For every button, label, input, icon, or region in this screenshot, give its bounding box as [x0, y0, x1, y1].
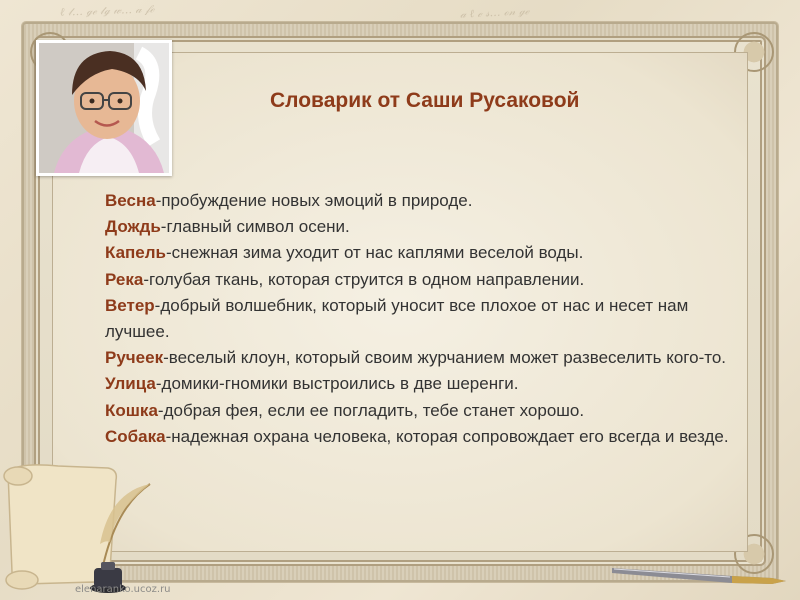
entry-term: Ручеек: [105, 348, 164, 368]
background-script: 𝒶 ℓ ℯ 𝓈… ℴ𝓃 ℊℯ: [459, 4, 530, 21]
entry-definition: -веселый клоун, который своим журчанием может развеселить кого-то.: [163, 348, 727, 368]
glossary-entry: [105, 424, 745, 450]
entry-definition: -снежная зима уходит от нас каплями веселой воды.: [166, 243, 584, 263]
portrait-photo: [36, 40, 172, 176]
glossary-entry: [105, 398, 745, 424]
entry-definition: -пробуждение новых эмоций в природе.: [155, 191, 473, 210]
entry-definition: -добрая фея, если ее погладить, тебе станет хорошо.: [157, 400, 585, 420]
glossary-entry: [105, 214, 745, 240]
glossary-entry: [105, 240, 745, 266]
entry-term: Река: [105, 269, 144, 289]
entry-term: Собака: [105, 426, 166, 446]
glossary-entry: [105, 267, 745, 293]
glossary-list: [105, 188, 745, 450]
entry-term: Весна: [105, 191, 156, 210]
entry-definition: -надежная охрана человека, которая сопровождает его всегда и везде.: [165, 426, 729, 446]
glossary-entry: [105, 188, 745, 214]
entry-definition: -добрый волшебник, который уносит все плохое от нас и несет нам лучшее.: [105, 295, 689, 342]
entry-definition: -домики-гномики выстроились в две шеренги.: [155, 374, 519, 394]
entry-term: Ветер: [105, 295, 155, 315]
entry-term: Улица: [105, 374, 156, 394]
background-script: ℓ 𝓉… ℊℯ 𝓉ℊ 𝓌… 𝒶 𝒻ℯ: [59, 2, 155, 19]
glossary-entry: [105, 371, 745, 397]
entry-term: Дождь: [105, 217, 161, 237]
watermark-source: elenaranko.ucoz.ru: [75, 584, 171, 595]
entry-definition: -главный символ осени.: [160, 217, 350, 237]
glossary-entry: [105, 293, 745, 345]
fountain-pen-icon: [610, 558, 790, 588]
portrait-illustration: [39, 43, 169, 173]
entry-term: Капель: [105, 243, 167, 263]
glossary-entry: [105, 345, 745, 371]
entry-definition: -голубая ткань, которая струится в одном направлении.: [143, 269, 585, 289]
entry-term: Кошка: [105, 400, 158, 420]
page-title: Словарик от Саши Русаковой: [270, 89, 580, 112]
